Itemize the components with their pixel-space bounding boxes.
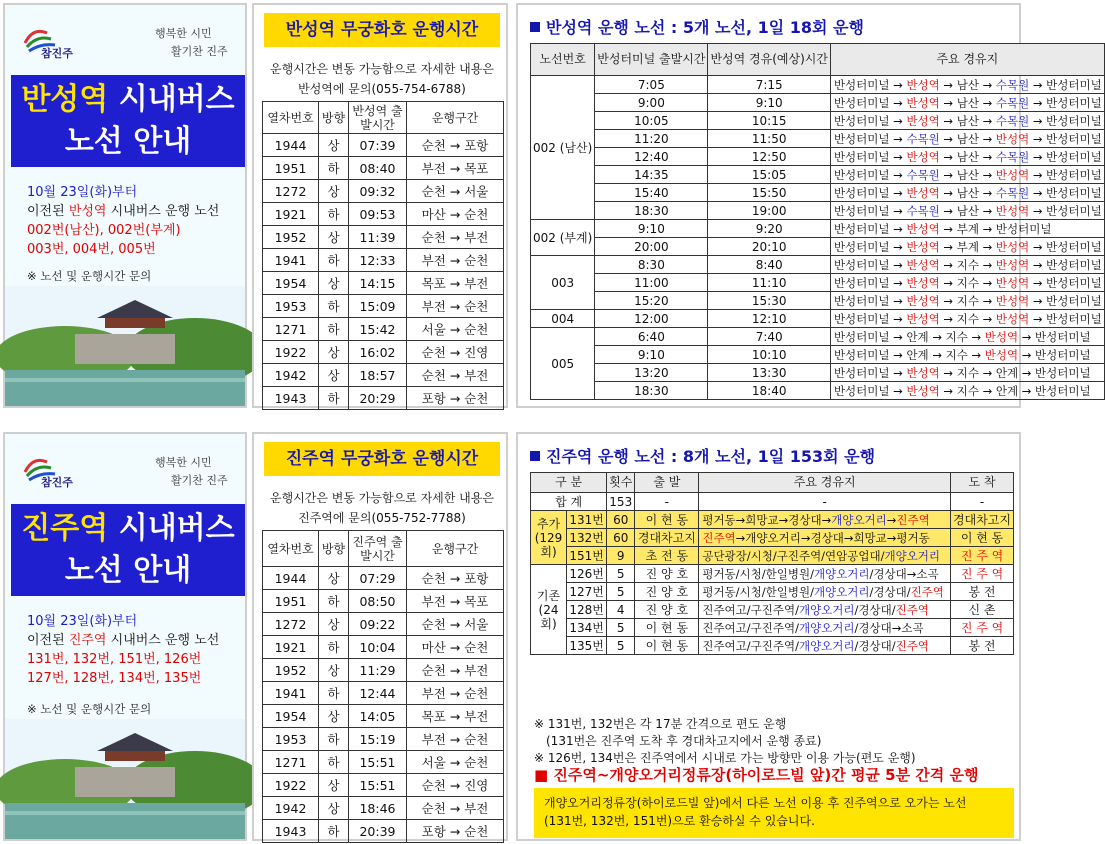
landscape-image <box>5 286 245 406</box>
table-cell: 상 <box>319 341 349 364</box>
route-number: 003 <box>531 256 595 310</box>
route-path: 반성터미널 → 반성역 → 남산 → 수목원 → 반성터미널 <box>830 148 1104 166</box>
table-cell: 07:39 <box>349 134 407 157</box>
destination: 봉 전 <box>951 637 1014 655</box>
landscape-image <box>5 719 245 839</box>
table-row <box>263 364 504 387</box>
table-row <box>531 94 1105 112</box>
table-cell: 11:39 <box>349 226 407 249</box>
table-cell: 하 <box>319 751 349 774</box>
station-time: 7:15 <box>708 76 831 94</box>
route-number: 131번 <box>567 511 607 529</box>
train-table <box>262 101 504 410</box>
table-row <box>531 565 1014 583</box>
intro-note: ※ 노선 및 운행시간 문의 <box>27 269 152 283</box>
station-time: 7:40 <box>708 328 831 346</box>
table-cell: 1942 <box>263 364 319 387</box>
table-cell: 부전 → 목포 <box>407 157 504 180</box>
table-cell: 1272 <box>263 180 319 203</box>
table-cell: 11:29 <box>349 659 407 682</box>
origin: 진 양 호 <box>635 565 699 583</box>
route-path: 반성터미널 → 안계 → 지수 → 반성역 → 반성터미널 <box>830 328 1104 346</box>
table-cell: 1953 <box>263 728 319 751</box>
route-path: 반성터미널 → 반성역 → 남산 → 수목원 → 반성터미널 <box>830 184 1104 202</box>
table-cell: 20:39 <box>349 820 407 843</box>
table-cell: 1271 <box>263 751 319 774</box>
table-cell: 1941 <box>263 682 319 705</box>
intro-title-line2: 노선 안내 <box>64 553 192 588</box>
table-cell: 10:04 <box>349 636 407 659</box>
route-path: 진주여고/구진주역/개양오거리/경상대→소곡 <box>699 619 951 637</box>
route-path: 반성터미널 → 수목원 → 남산 → 반성역 → 반성터미널 <box>830 130 1104 148</box>
table-cell: 16:02 <box>349 341 407 364</box>
route-path: 반성터미널 → 반성역 → 지수 → 반성역 → 반성터미널 <box>830 292 1104 310</box>
table-cell: 14:15 <box>349 272 407 295</box>
table-row <box>531 328 1105 346</box>
station-time: 15:50 <box>708 184 831 202</box>
table-cell: 1942 <box>263 797 319 820</box>
station-time: 11:10 <box>708 274 831 292</box>
table-row <box>263 341 504 364</box>
route-path: 반성터미널 → 안계 → 지수 → 반성역 → 반성터미널 <box>830 346 1104 364</box>
origin: 진 양 호 <box>635 601 699 619</box>
station-time: 9:10 <box>708 94 831 112</box>
station-time: 10:10 <box>708 346 831 364</box>
table-cell: 서울 → 순천 <box>407 318 504 341</box>
table-row <box>263 797 504 820</box>
terminal-departure: 12:40 <box>595 148 708 166</box>
table-row <box>263 157 504 180</box>
jinju-routes-card <box>516 432 1021 841</box>
table-row <box>263 203 504 226</box>
table-cell: 15:19 <box>349 728 407 751</box>
intro-bullets: 10월 23일(화)부터 이전된 진주역 시내버스 운행 노선 131번, 132번, 151번, 126번 127번, 128번, 134번, 135번 <box>27 614 220 686</box>
station-time: 20:10 <box>708 238 831 256</box>
terminal-departure: 6:40 <box>595 328 708 346</box>
table-cell: 하 <box>319 249 349 272</box>
table-row <box>263 728 504 751</box>
terminal-departure: 13:20 <box>595 364 708 382</box>
table-cell: 1941 <box>263 249 319 272</box>
route-number: 004 <box>531 310 595 328</box>
col-section: 운행구간 <box>407 102 504 134</box>
table-cell: 목포 → 부전 <box>407 272 504 295</box>
table-row <box>531 310 1105 328</box>
table-cell: 포항 → 순천 <box>407 387 504 410</box>
route-number: 128번 <box>567 601 607 619</box>
route-path: 반성터미널 → 반성역 → 남산 → 수목원 → 반성터미널 <box>830 112 1104 130</box>
table-cell: 상 <box>319 364 349 387</box>
table-cell: 상 <box>319 705 349 728</box>
table-cell: 1921 <box>263 636 319 659</box>
table-cell: 하 <box>319 157 349 180</box>
origin: 진 양 호 <box>635 583 699 601</box>
table-cell: 목포 → 부전 <box>407 705 504 728</box>
table-row <box>263 659 504 682</box>
table-row <box>531 184 1105 202</box>
origin: 이 현 동 <box>635 511 699 529</box>
trip-count: 60 <box>607 511 635 529</box>
logo-text: 참진주 <box>41 47 73 60</box>
table-cell: 1272 <box>263 613 319 636</box>
col-direction: 방향 <box>319 102 349 134</box>
station-time: 19:00 <box>708 202 831 220</box>
table-cell: 하 <box>319 203 349 226</box>
slogan: 행복한 시민 활기찬 진주 <box>155 456 228 487</box>
destination: 진 주 역 <box>951 547 1014 565</box>
table-cell: 순천 → 진영 <box>407 341 504 364</box>
table-row <box>531 583 1014 601</box>
table-cell: 순천 → 부전 <box>407 659 504 682</box>
col-train-no: 열차번호 <box>263 531 319 567</box>
table-cell: 09:32 <box>349 180 407 203</box>
train-title: 진주역 무궁화호 운행시간 <box>264 442 500 476</box>
table-cell: 서울 → 순천 <box>407 751 504 774</box>
col-train-no: 열차번호 <box>263 102 319 134</box>
route-number: 126번 <box>567 565 607 583</box>
table-cell: 1954 <box>263 272 319 295</box>
table-row <box>531 76 1105 94</box>
destination: 경대차고지 <box>951 511 1014 529</box>
intro-title-box: 진주역 시내버스 노선 안내 <box>11 504 245 596</box>
table-row <box>263 705 504 728</box>
routes-notes: ※ 131번, 132번은 각 17분 간격으로 편도 운행 (131번은 진주역 도착 후 경대차고지에서 운행 종료) ※ 126번, 134번은 진주역에서 시내로 가는 방향만 이용 가능(편도 운행) ■ 진주역~개양오거리정류장(하이로드빌 앞)간 평균 5분 간격 운행 <box>534 717 979 784</box>
table-row <box>263 567 504 590</box>
route-path: 반성터미널 → 수목원 → 남산 → 반성역 → 반성터미널 <box>830 166 1104 184</box>
station-time: 11:50 <box>708 130 831 148</box>
terminal-departure: 11:20 <box>595 130 708 148</box>
slogan: 행복한 시민 활기찬 진주 <box>155 27 228 58</box>
train-info: 운행시간은 변동 가능함으로 자세한 내용은 진주역에 문의(055-752-7788) <box>270 491 494 525</box>
table-cell: 1922 <box>263 774 319 797</box>
table-row <box>531 238 1105 256</box>
table-cell: 순천 → 부전 <box>407 364 504 387</box>
table-cell: 1944 <box>263 567 319 590</box>
station-time: 10:15 <box>708 112 831 130</box>
transfer-info-box: 개양오거리정류장(하이로드빌 앞)에서 다른 노선 이용 후 진주역으로 오가는 노선 (131번, 132번, 151번)으로 환승하실 수 있습니다. <box>534 788 1014 838</box>
route-path: 반성터미널 → 반성역 → 부계 → 반성역 → 반성터미널 <box>830 238 1104 256</box>
col-departure: 반성역 출발시간 <box>349 102 407 134</box>
station-name: 반성역 <box>21 82 109 117</box>
table-row <box>531 202 1105 220</box>
route-path: 공단광장/시청/구진주역/연암공업대/개양오거리 <box>699 547 951 565</box>
table-cell: 포항 → 순천 <box>407 820 504 843</box>
train-title: 반성역 무궁화호 운행시간 <box>264 13 500 47</box>
route-number: 132번 <box>567 529 607 547</box>
intro-bullets: 10월 23일(화)부터 이전된 반성역 시내버스 운행 노선 002번(남산), 002번(부계) 003번, 004번, 005번 <box>27 185 220 257</box>
table-cell: 1944 <box>263 134 319 157</box>
table-cell: 상 <box>319 659 349 682</box>
terminal-departure: 7:05 <box>595 76 708 94</box>
route-path: 반성터미널 → 수목원 → 남산 → 반성역 → 반성터미널 <box>830 202 1104 220</box>
route-number: 134번 <box>567 619 607 637</box>
jinju-intro-card <box>3 432 247 841</box>
table-cell: 08:40 <box>349 157 407 180</box>
table-cell: 순천 → 포항 <box>407 134 504 157</box>
route-number: 005 <box>531 328 595 400</box>
trip-count: 5 <box>607 583 635 601</box>
routes-title: 진주역 운행 노선 : 8개 노선, 1일 153회 운행 <box>530 444 875 467</box>
route-path: 반성터미널 → 반성역 → 남산 → 수목원 → 반성터미널 <box>830 76 1104 94</box>
trip-count: 9 <box>607 547 635 565</box>
terminal-departure: 8:30 <box>595 256 708 274</box>
route-path: 반성터미널 → 반성역 → 부계 → 반성터미널 <box>830 220 1104 238</box>
table-row <box>531 529 1014 547</box>
table-cell: 상 <box>319 613 349 636</box>
origin: 경대차고지 <box>635 529 699 547</box>
table-cell: 18:57 <box>349 364 407 387</box>
table-cell: 15:51 <box>349 774 407 797</box>
table-cell: 하 <box>319 728 349 751</box>
route-number: 151번 <box>567 547 607 565</box>
terminal-departure: 9:00 <box>595 94 708 112</box>
train-info: 운행시간은 변동 가능함으로 자세한 내용은 반성역에 문의(055-754-6788) <box>270 62 494 96</box>
table-cell: 1922 <box>263 341 319 364</box>
table-cell: 1921 <box>263 203 319 226</box>
table-cell: 마산 → 순천 <box>407 636 504 659</box>
total-label: 합 계 <box>531 493 607 511</box>
trip-count: 60 <box>607 529 635 547</box>
table-row <box>531 166 1105 184</box>
table-cell: 15:42 <box>349 318 407 341</box>
table-cell: 순천 → 서울 <box>407 180 504 203</box>
intro-title-box: 반성역 시내버스 노선 안내 <box>11 75 245 167</box>
station-time: 15:05 <box>708 166 831 184</box>
station-time: 9:20 <box>708 220 831 238</box>
table-cell: 순천 → 부전 <box>407 226 504 249</box>
banseong-train-card <box>252 3 508 408</box>
route-path: 반성터미널 → 반성역 → 지수 → 반성역 → 반성터미널 <box>830 310 1104 328</box>
table-row <box>531 256 1105 274</box>
table-cell: 12:33 <box>349 249 407 272</box>
table-cell: 하 <box>319 820 349 843</box>
table-cell: 순천 → 부전 <box>407 797 504 820</box>
table-cell: 상 <box>319 797 349 820</box>
table-row <box>531 112 1105 130</box>
table-cell: 상 <box>319 226 349 249</box>
trip-count: 4 <box>607 601 635 619</box>
table-cell: 상 <box>319 567 349 590</box>
terminal-departure: 12:00 <box>595 310 708 328</box>
table-cell: 09:22 <box>349 613 407 636</box>
route-path: 진주역→개양오거리→경상대→희망교→평거동 <box>699 529 951 547</box>
terminal-departure: 15:20 <box>595 292 708 310</box>
table-cell: 1952 <box>263 226 319 249</box>
route-path: 평거동/시청/한일병원/개양오거리/경상대→소곡 <box>699 565 951 583</box>
table-cell: 09:53 <box>349 203 407 226</box>
table-cell: 부전 → 순천 <box>407 295 504 318</box>
table-cell: 1953 <box>263 295 319 318</box>
category-label: 기존 (24회) <box>531 565 567 655</box>
trip-count: 5 <box>607 565 635 583</box>
col-section: 운행구간 <box>407 531 504 567</box>
table-row <box>263 387 504 410</box>
table-row <box>263 751 504 774</box>
table-cell: 1951 <box>263 590 319 613</box>
table-row <box>263 820 504 843</box>
table-cell: 순천 → 포항 <box>407 567 504 590</box>
terminal-departure: 20:00 <box>595 238 708 256</box>
table-cell: 20:29 <box>349 387 407 410</box>
table-cell: 07:29 <box>349 567 407 590</box>
table-row <box>531 292 1105 310</box>
category-label: 추가 (129회) <box>531 511 567 565</box>
table-cell: 마산 → 순천 <box>407 203 504 226</box>
terminal-departure: 14:35 <box>595 166 708 184</box>
terminal-departure: 18:30 <box>595 382 708 400</box>
col-departure: 진주역 출발시간 <box>349 531 407 567</box>
terminal-departure: 10:05 <box>595 112 708 130</box>
table-cell: 1952 <box>263 659 319 682</box>
origin: 이 현 동 <box>635 619 699 637</box>
route-path: 평거동/시청/한일병원/개양오거리/경상대/진주역 <box>699 583 951 601</box>
table-row <box>263 134 504 157</box>
table-row <box>531 511 1014 529</box>
station-name: 진주역 <box>21 511 109 546</box>
table-row <box>531 619 1014 637</box>
banseong-routes-table: 노선번호 반성터미널 출발시간 반성역 경유(예상)시간 주요 경유지 002 (남산) 7:05 7:15 반성터미널 → 반성역 → 남산 → 수목원 → 반성터미널 9:00 9:10 반성터미널 → 반성역 → 남산 → 수목원 → 반성터미널 10:05 10:15 반성터미널 → 반성역 → 남산 → 수목원 → 반성터미널 11:20 11:50 반성터미널 → 수목원 → 남산 → 반성역 → 반성터미널 12:40 12:50 반성터미널 → 반성역 → 남산 → 수목원 → 반성터미널 14:35 15:05 반성터미널 → 수목원 → 남산 → 반성역 → 반성터미널 15:40 15:50 반성터미널 → 반성역 → 남산 → 수목원 → 반성터미널 18:30 19:00 반성터미널 → 수목원 → 남산 → 반성역 → 반성터미널 002 (부계) 9:10 9:20 반성터미널 → 반성역 → 부계 → 반성터미널 20:00 20:10 반성터미널 → 반성역 → 부계 → 반성역 → 반성터미널 003 8:30 8:40 반성터미널 → 반성역 → 지수 → 반성역 → 반성터미널 11:00 11:10 반성터미널 → 반성역 → 지수 → 반성역 → 반성터미널 15:20 15:30 반성터미널 → 반성역 → 지수 → 반성역 → 반성터미널 004 12:00 12:10 반성터미널 → 반성역 → 지수 → 반성역 → 반성터미널 005 6:40 7:40 반성터미널 → 안계 → 지수 → 반성역 → 반성터미널 9:10 10:10 반성터미널 → 안계 → 지수 → 반성역 → 반성터미널 13:20 13:30 반성터미널 → 반성역 → 지수 → 안계 → 반성터미널 18:30 18:40 반성터미널 → 반성역 → 지수 → 안계 → 반성터미널 <box>530 43 1105 400</box>
table-row <box>263 272 504 295</box>
total-count: 153 <box>607 493 635 511</box>
destination: 이 현 동 <box>951 529 1014 547</box>
route-path: 반성터미널 → 반성역 → 지수 → 반성역 → 반성터미널 <box>830 274 1104 292</box>
table-row <box>531 130 1105 148</box>
table-cell: 순천 → 진영 <box>407 774 504 797</box>
table-cell: 하 <box>319 590 349 613</box>
interval-highlight: ■ 진주역~개양오거리정류장(하이로드빌 앞)간 평균 5분 간격 운행 <box>534 766 979 784</box>
route-path: 반성터미널 → 반성역 → 지수 → 반성역 → 반성터미널 <box>830 256 1104 274</box>
banseong-routes-card <box>516 3 1102 408</box>
destination: 진 주 역 <box>951 565 1014 583</box>
table-cell: 14:05 <box>349 705 407 728</box>
table-row <box>263 613 504 636</box>
terminal-departure: 9:10 <box>595 346 708 364</box>
route-path: 진주여고/구진주역/개양오거리/경상대/진주역 <box>699 637 951 655</box>
table-cell: 부전 → 순천 <box>407 728 504 751</box>
table-cell: 상 <box>319 180 349 203</box>
table-cell: 08:50 <box>349 590 407 613</box>
table-cell: 부전 → 순천 <box>407 682 504 705</box>
table-cell: 18:46 <box>349 797 407 820</box>
station-time: 13:30 <box>708 364 831 382</box>
routes-title: 반성역 운행 노선 : 5개 노선, 1일 18회 운행 <box>530 15 864 38</box>
table-row <box>531 346 1105 364</box>
table-row <box>263 318 504 341</box>
table-row <box>531 364 1105 382</box>
train-table <box>262 530 504 843</box>
table-cell: 하 <box>319 636 349 659</box>
terminal-departure: 18:30 <box>595 202 708 220</box>
table-row <box>263 226 504 249</box>
table-cell: 1943 <box>263 820 319 843</box>
route-path: 반성터미널 → 반성역 → 지수 → 안계 → 반성터미널 <box>830 382 1104 400</box>
intro-title-line2: 노선 안내 <box>64 124 192 159</box>
destination: 신 촌 <box>951 601 1014 619</box>
origin: 이 현 동 <box>635 637 699 655</box>
station-time: 18:40 <box>708 382 831 400</box>
destination: 봉 전 <box>951 583 1014 601</box>
destination: 진 주 역 <box>951 619 1014 637</box>
table-row <box>263 682 504 705</box>
table-cell: 부전 → 목포 <box>407 590 504 613</box>
table-row <box>531 637 1014 655</box>
jinju-city-logo-icon <box>19 452 73 489</box>
table-cell: 하 <box>319 682 349 705</box>
jinju-routes-table: 구 분 횟수 출 발 주요 경유지 도 착 합 계 153 - - - 추가 (129회) 131번 60 이 현 동 평거동→희망교→경상대→개양오거리→진주역 경대차고지 132번 60 경대차고지 진주역→개양오거리→경상대→희망교→평거동 이 현 동 151번 9 초 전 동 공단광장/시청/구진주역/연암공업대/개양오거리 진 주 역 기존 (24회) 126번 5 진 양 호 평거동/시청/한일병원/개양오거리/경상대→소곡 진 주 역 127번 5 진 양 호 평거동/시청/한일병원/개양오거리/경상대/진주역 봉 전 128번 4 진 양 호 진주여고/구진주역/개양오거리/경상대/진주역 신 촌 134번 5 이 현 동 진주여고/구진주역/개양오거리/경상대→소곡 진 주 역 135번 5 이 현 동 진주여고/구진주역/개양오거리/경상대/진주역 봉 전 <box>530 472 1014 655</box>
station-time: 8:40 <box>708 256 831 274</box>
table-row <box>263 180 504 203</box>
table-cell: 1951 <box>263 157 319 180</box>
route-number: 002 (남산) <box>531 76 595 220</box>
station-time: 15:30 <box>708 292 831 310</box>
terminal-departure: 9:10 <box>595 220 708 238</box>
table-row <box>263 249 504 272</box>
col-direction: 방향 <box>319 531 349 567</box>
terminal-departure: 11:00 <box>595 274 708 292</box>
jinju-train-card <box>252 432 508 841</box>
station-time: 12:10 <box>708 310 831 328</box>
table-row <box>263 636 504 659</box>
table-row <box>531 274 1105 292</box>
trip-count: 5 <box>607 619 635 637</box>
table-row <box>263 590 504 613</box>
table-cell: 하 <box>319 318 349 341</box>
route-path: 진주여고/구진주역/개양오거리/경상대/진주역 <box>699 601 951 619</box>
table-row <box>531 601 1014 619</box>
table-cell: 15:51 <box>349 751 407 774</box>
table-cell: 상 <box>319 272 349 295</box>
route-path: 평거동→희망교→경상대→개양오거리→진주역 <box>699 511 951 529</box>
origin: 초 전 동 <box>635 547 699 565</box>
table-cell: 하 <box>319 387 349 410</box>
table-cell: 순천 → 서울 <box>407 613 504 636</box>
route-path: 반성터미널 → 반성역 → 남산 → 수목원 → 반성터미널 <box>830 94 1104 112</box>
intro-note: ※ 노선 및 운행시간 문의 <box>27 702 152 716</box>
terminal-departure: 15:40 <box>595 184 708 202</box>
table-row <box>531 547 1014 565</box>
banseong-intro-card <box>3 3 247 408</box>
table-cell: 상 <box>319 774 349 797</box>
table-row <box>263 295 504 318</box>
trip-count: 5 <box>607 637 635 655</box>
route-path: 반성터미널 → 반성역 → 지수 → 안계 → 반성터미널 <box>830 364 1104 382</box>
route-number: 127번 <box>567 583 607 601</box>
route-number: 002 (부계) <box>531 220 595 256</box>
table-cell: 15:09 <box>349 295 407 318</box>
table-cell: 하 <box>319 295 349 318</box>
table-cell: 12:44 <box>349 682 407 705</box>
jinju-city-logo-icon <box>19 23 73 60</box>
table-cell: 상 <box>319 134 349 157</box>
table-cell: 1943 <box>263 387 319 410</box>
table-row <box>531 148 1105 166</box>
table-cell: 부전 → 순천 <box>407 249 504 272</box>
table-row <box>531 382 1105 400</box>
table-row <box>531 220 1105 238</box>
table-cell: 1954 <box>263 705 319 728</box>
route-number: 135번 <box>567 637 607 655</box>
station-time: 12:50 <box>708 148 831 166</box>
table-cell: 1271 <box>263 318 319 341</box>
table-row <box>263 774 504 797</box>
logo-text: 참진주 <box>41 476 73 489</box>
